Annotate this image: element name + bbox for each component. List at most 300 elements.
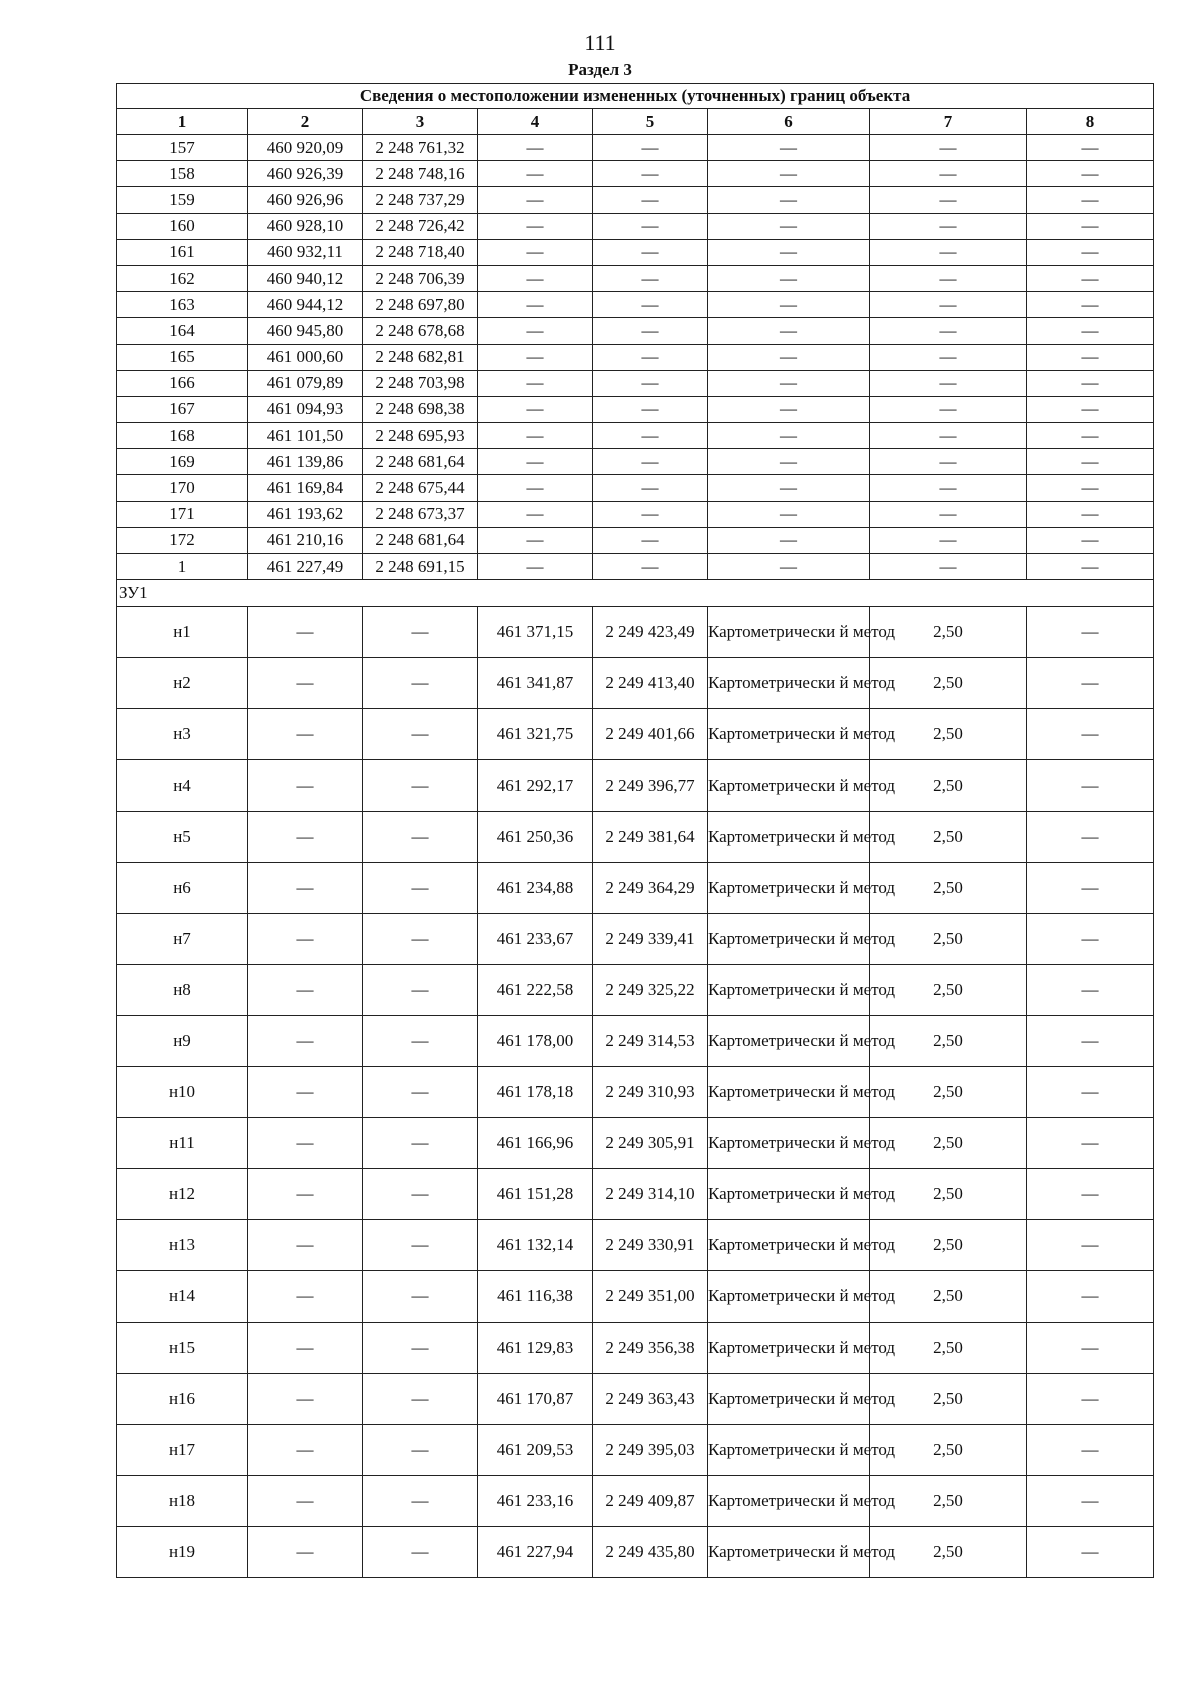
table-row [117, 554, 1154, 580]
table-cell: 461 000,60 [248, 344, 363, 370]
table-cell: — [708, 239, 870, 265]
table-cell: — [708, 396, 870, 422]
table-cell: 2 249 364,29 [593, 862, 708, 913]
table-cell: — [478, 554, 593, 580]
table-cell: — [478, 527, 593, 553]
table-row [117, 318, 1154, 344]
table-cell: — [478, 344, 593, 370]
table-cell: 2,50 [870, 1118, 1027, 1169]
table-cell: — [1027, 292, 1154, 318]
table-row [117, 396, 1154, 422]
table-cell: 2,50 [870, 1169, 1027, 1220]
table-cell: 461 094,93 [248, 396, 363, 422]
table-cell: 2 249 310,93 [593, 1067, 708, 1118]
table-row [117, 344, 1154, 370]
column-header: 7 [870, 109, 1027, 135]
table-cell: 461 129,83 [478, 1322, 593, 1373]
table-cell: — [248, 1373, 363, 1424]
table-cell: 2 248 703,98 [363, 370, 478, 396]
table-cell: — [708, 449, 870, 475]
table-cell: — [870, 292, 1027, 318]
table-cell: — [870, 318, 1027, 344]
table-cell: — [1027, 607, 1154, 658]
table-cell: — [363, 658, 478, 709]
table-cell: 2 248 678,68 [363, 318, 478, 344]
table-cell: — [1027, 1475, 1154, 1526]
table-cell: — [248, 760, 363, 811]
table-cell: — [1027, 396, 1154, 422]
table-cell: — [248, 1271, 363, 1322]
table-cell: — [1027, 1424, 1154, 1475]
table-cell: 168 [117, 423, 248, 449]
table-cell: 2,50 [870, 760, 1027, 811]
table-cell: — [248, 1067, 363, 1118]
table-cell: 461 101,50 [248, 423, 363, 449]
table-cell: — [593, 318, 708, 344]
table-cell: — [1027, 1067, 1154, 1118]
table-cell: — [1027, 213, 1154, 239]
table-cell: 461 234,88 [478, 862, 593, 913]
table-cell: — [708, 554, 870, 580]
method-cell: Картометрически й метод [708, 1373, 870, 1424]
table-cell: — [870, 396, 1027, 422]
table-cell: 2 248 682,81 [363, 344, 478, 370]
method-cell: Картометрически й метод [708, 709, 870, 760]
table-row [117, 265, 1154, 291]
table-cell: — [708, 187, 870, 213]
table-cell: — [478, 318, 593, 344]
table-cell: н16 [117, 1373, 248, 1424]
table-cell: — [363, 709, 478, 760]
table-cell: 461 079,89 [248, 370, 363, 396]
method-cell: Картометрически й метод [708, 607, 870, 658]
table-cell: — [363, 1220, 478, 1271]
table-cell: 2 249 409,87 [593, 1475, 708, 1526]
column-header: 8 [1027, 109, 1154, 135]
table-cell: — [708, 370, 870, 396]
table-cell: 461 222,58 [478, 964, 593, 1015]
table-row [117, 1526, 1154, 1577]
table-cell: 460 940,12 [248, 265, 363, 291]
table-cell: — [363, 1271, 478, 1322]
table-cell: — [1027, 862, 1154, 913]
table-cell: — [708, 292, 870, 318]
method-cell: Картометрически й метод [708, 1015, 870, 1066]
table-cell: — [593, 449, 708, 475]
table-cell: 2 248 761,32 [363, 135, 478, 161]
method-cell: Картометрически й метод [708, 811, 870, 862]
table-cell: 2,50 [870, 1475, 1027, 1526]
page-number: 111 [584, 30, 616, 55]
table-cell: — [1027, 760, 1154, 811]
table-cell: — [708, 423, 870, 449]
table-cell: — [870, 239, 1027, 265]
table-cell: 461 170,87 [478, 1373, 593, 1424]
table-row [117, 213, 1154, 239]
method-cell: Картометрически й метод [708, 1067, 870, 1118]
group-label: ЗУ1 [117, 580, 1154, 607]
table-cell: — [1027, 1322, 1154, 1373]
table-cell: — [1027, 265, 1154, 291]
method-cell: Картометрически й метод [708, 1322, 870, 1373]
table-row [117, 658, 1154, 709]
table-cell: — [248, 1424, 363, 1475]
table-cell: — [248, 658, 363, 709]
table-cell: — [1027, 811, 1154, 862]
table-cell: — [708, 475, 870, 501]
table-cell: 2 249 423,49 [593, 607, 708, 658]
column-header: 4 [478, 109, 593, 135]
table-cell: — [478, 161, 593, 187]
table-row [117, 811, 1154, 862]
table-cell: 2 249 351,00 [593, 1271, 708, 1322]
table-cell: — [593, 292, 708, 318]
table-cell: 2,50 [870, 1322, 1027, 1373]
table-cell: — [248, 709, 363, 760]
table-cell: н13 [117, 1220, 248, 1271]
table-cell: 167 [117, 396, 248, 422]
table-cell: 2,50 [870, 1067, 1027, 1118]
table-cell: — [593, 135, 708, 161]
table-cell: н7 [117, 913, 248, 964]
table-cell: — [248, 913, 363, 964]
table-row [117, 292, 1154, 318]
table-cell: 2,50 [870, 862, 1027, 913]
table-cell: — [593, 213, 708, 239]
table-cell: 2 248 697,80 [363, 292, 478, 318]
table-cell: — [593, 239, 708, 265]
column-header: 2 [248, 109, 363, 135]
table-cell: — [593, 370, 708, 396]
method-cell: Картометрически й метод [708, 862, 870, 913]
table-cell: 2,50 [870, 658, 1027, 709]
table-row [117, 913, 1154, 964]
table-cell: — [478, 396, 593, 422]
table-row [117, 760, 1154, 811]
table-cell: — [870, 501, 1027, 527]
column-header: 3 [363, 109, 478, 135]
table-title-row [117, 84, 1154, 109]
table-cell: 461 151,28 [478, 1169, 593, 1220]
table-cell: — [363, 1373, 478, 1424]
table-cell: — [363, 1475, 478, 1526]
table-cell: — [870, 554, 1027, 580]
table-cell: — [593, 527, 708, 553]
table-row [117, 1015, 1154, 1066]
table-cell: 2 248 681,64 [363, 527, 478, 553]
method-cell: Картометрически й метод [708, 1271, 870, 1322]
table-cell: — [478, 370, 593, 396]
table-cell: 2,50 [870, 607, 1027, 658]
boundary-coordinates-table [116, 83, 1154, 1578]
table-cell: — [870, 213, 1027, 239]
table-cell: н3 [117, 709, 248, 760]
method-cell: Картометрически й метод [708, 1220, 870, 1271]
method-cell: Картометрически й метод [708, 1526, 870, 1577]
table-cell: — [708, 213, 870, 239]
table-cell: н12 [117, 1169, 248, 1220]
table-cell: 2 248 673,37 [363, 501, 478, 527]
table-cell: 461 169,84 [248, 475, 363, 501]
table-cell: 2 249 413,40 [593, 658, 708, 709]
table-row [117, 449, 1154, 475]
table-cell: — [478, 135, 593, 161]
table-cell: н6 [117, 862, 248, 913]
table-row [117, 607, 1154, 658]
table-cell: н9 [117, 1015, 248, 1066]
table-cell: 2,50 [870, 964, 1027, 1015]
table-cell: н18 [117, 1475, 248, 1526]
table-cell: — [1027, 501, 1154, 527]
table-cell: — [363, 1322, 478, 1373]
table-cell: 460 932,11 [248, 239, 363, 265]
table-cell: — [870, 423, 1027, 449]
table-cell: — [1027, 370, 1154, 396]
table-cell: 460 928,10 [248, 213, 363, 239]
table-cell: — [248, 1220, 363, 1271]
table-cell: 461 321,75 [478, 709, 593, 760]
table-cell: — [363, 862, 478, 913]
table-cell: — [248, 1322, 363, 1373]
method-cell: Картометрически й метод [708, 658, 870, 709]
table-cell: — [363, 607, 478, 658]
table-cell: — [248, 1526, 363, 1577]
table-cell: 172 [117, 527, 248, 553]
table-cell: 460 920,09 [248, 135, 363, 161]
table-cell: — [478, 292, 593, 318]
table-cell: 164 [117, 318, 248, 344]
table-cell: — [248, 1169, 363, 1220]
table-cell: н1 [117, 607, 248, 658]
table-cell: — [593, 344, 708, 370]
table-cell: — [248, 607, 363, 658]
table-cell: — [1027, 1271, 1154, 1322]
table-cell: 169 [117, 449, 248, 475]
table-cell: — [593, 187, 708, 213]
table-cell: 461 250,36 [478, 811, 593, 862]
table-cell: — [1027, 709, 1154, 760]
table-cell: — [363, 964, 478, 1015]
table-cell: н11 [117, 1118, 248, 1169]
table-row [117, 161, 1154, 187]
table-row [117, 1271, 1154, 1322]
table-cell: — [708, 501, 870, 527]
section-title: Раздел 3 [568, 60, 632, 79]
table-cell: 461 178,00 [478, 1015, 593, 1066]
table-row [117, 187, 1154, 213]
table-cell: 2 248 695,93 [363, 423, 478, 449]
table-cell: — [248, 964, 363, 1015]
column-header: 5 [593, 109, 708, 135]
method-cell: Картометрически й метод [708, 1475, 870, 1526]
table-cell: — [870, 370, 1027, 396]
table-cell: 2 248 737,29 [363, 187, 478, 213]
table-row [117, 370, 1154, 396]
table-cell: — [1027, 913, 1154, 964]
table-cell: — [870, 449, 1027, 475]
table-cell: — [1027, 475, 1154, 501]
table-row [117, 1118, 1154, 1169]
table-cell: н14 [117, 1271, 248, 1322]
table-cell: 461 209,53 [478, 1424, 593, 1475]
table-cell: 2 248 748,16 [363, 161, 478, 187]
table-cell: 1 [117, 554, 248, 580]
table-cell: — [1027, 449, 1154, 475]
table-cell: — [363, 913, 478, 964]
method-cell: Картометрически й метод [708, 964, 870, 1015]
table-cell: 2 248 718,40 [363, 239, 478, 265]
table-cell: 2 249 363,43 [593, 1373, 708, 1424]
table-cell: 461 227,49 [248, 554, 363, 580]
table-cell: — [1027, 554, 1154, 580]
table-row [117, 862, 1154, 913]
table-cell: 2,50 [870, 811, 1027, 862]
table-cell: — [870, 135, 1027, 161]
table-row [117, 1067, 1154, 1118]
table-cell: 461 193,62 [248, 501, 363, 527]
table-cell: 460 926,96 [248, 187, 363, 213]
table-cell: — [593, 554, 708, 580]
table-cell: — [478, 475, 593, 501]
table-cell: 2,50 [870, 1271, 1027, 1322]
table-cell: н10 [117, 1067, 248, 1118]
table-cell: 461 139,86 [248, 449, 363, 475]
table-cell: 2,50 [870, 1220, 1027, 1271]
table-cell: — [363, 760, 478, 811]
table-cell: 2,50 [870, 1526, 1027, 1577]
table-cell: н8 [117, 964, 248, 1015]
table-row [117, 501, 1154, 527]
table-row [117, 1322, 1154, 1373]
table-cell: — [248, 1015, 363, 1066]
table-cell: 460 944,12 [248, 292, 363, 318]
table-cell: 171 [117, 501, 248, 527]
table-cell: 2 248 706,39 [363, 265, 478, 291]
table-title: Сведения о местоположении измененных (уточненных) границ объекта [117, 84, 1154, 109]
table-cell: — [1027, 658, 1154, 709]
table-cell: — [593, 501, 708, 527]
table-cell: — [1027, 187, 1154, 213]
table-cell: — [1027, 423, 1154, 449]
table-cell: 461 166,96 [478, 1118, 593, 1169]
table-cell: 2 249 356,38 [593, 1322, 708, 1373]
table-cell: — [870, 475, 1027, 501]
table-cell: н17 [117, 1424, 248, 1475]
table-cell: — [708, 527, 870, 553]
table-cell: — [363, 1015, 478, 1066]
table-cell: 461 210,16 [248, 527, 363, 553]
table-cell: — [478, 213, 593, 239]
table-cell: 2 248 726,42 [363, 213, 478, 239]
table-cell: 461 178,18 [478, 1067, 593, 1118]
table-row [117, 964, 1154, 1015]
table-cell: — [363, 1526, 478, 1577]
table-cell: 2,50 [870, 1015, 1027, 1066]
table-cell: н4 [117, 760, 248, 811]
table-cell: 2 248 681,64 [363, 449, 478, 475]
table-cell: — [1027, 1015, 1154, 1066]
table-cell: — [870, 187, 1027, 213]
method-cell: Картометрически й метод [708, 1118, 870, 1169]
table-cell: 160 [117, 213, 248, 239]
table-row [117, 1424, 1154, 1475]
table-cell: 2 248 698,38 [363, 396, 478, 422]
table-cell: 461 116,38 [478, 1271, 593, 1322]
table-cell: — [363, 1118, 478, 1169]
table-row [117, 1373, 1154, 1424]
table-cell: 2 249 381,64 [593, 811, 708, 862]
table-cell: 166 [117, 370, 248, 396]
table-cell: 2 249 435,80 [593, 1526, 708, 1577]
table-cell: 2,50 [870, 913, 1027, 964]
table-cell: н5 [117, 811, 248, 862]
table-row [117, 709, 1154, 760]
table-cell: 157 [117, 135, 248, 161]
table-cell: — [248, 862, 363, 913]
table-row [117, 475, 1154, 501]
table-cell: 165 [117, 344, 248, 370]
table-cell: 2 249 401,66 [593, 709, 708, 760]
table-cell: — [478, 239, 593, 265]
table-cell: — [870, 527, 1027, 553]
table-cell: — [248, 811, 363, 862]
table-cell: — [1027, 135, 1154, 161]
table-cell: — [1027, 344, 1154, 370]
table-cell: 2 248 691,15 [363, 554, 478, 580]
table-row [117, 527, 1154, 553]
table-cell: — [1027, 161, 1154, 187]
table-cell: 461 233,67 [478, 913, 593, 964]
table-cell: — [708, 318, 870, 344]
table-cell: 461 132,14 [478, 1220, 593, 1271]
table-cell: — [478, 501, 593, 527]
table-cell: — [593, 423, 708, 449]
table-cell: 170 [117, 475, 248, 501]
table-cell: н2 [117, 658, 248, 709]
table-cell: 158 [117, 161, 248, 187]
table-row [117, 135, 1154, 161]
table-cell: 2 249 314,53 [593, 1015, 708, 1066]
table-row [117, 239, 1154, 265]
table-cell: — [248, 1118, 363, 1169]
table-cell: 461 371,15 [478, 607, 593, 658]
table-cell: — [870, 344, 1027, 370]
table-row [117, 1475, 1154, 1526]
table-cell: 461 227,94 [478, 1526, 593, 1577]
table-cell: 460 926,39 [248, 161, 363, 187]
table-cell: — [708, 161, 870, 187]
table-cell: — [708, 135, 870, 161]
table-cell: 2 249 395,03 [593, 1424, 708, 1475]
table-cell: — [870, 161, 1027, 187]
table-cell: — [478, 449, 593, 475]
table-cell: 2 249 314,10 [593, 1169, 708, 1220]
table-row [117, 1169, 1154, 1220]
table-cell: н15 [117, 1322, 248, 1373]
table-cell: н19 [117, 1526, 248, 1577]
table-cell: — [478, 423, 593, 449]
table-cell: 461 292,17 [478, 760, 593, 811]
table-cell: 2 249 330,91 [593, 1220, 708, 1271]
table-cell: — [708, 344, 870, 370]
table-cell: 2 248 675,44 [363, 475, 478, 501]
table-cell: 2,50 [870, 1424, 1027, 1475]
table-cell: — [870, 265, 1027, 291]
method-cell: Картометрически й метод [708, 760, 870, 811]
table-cell: — [593, 475, 708, 501]
table-cell: 461 341,87 [478, 658, 593, 709]
table-cell: 161 [117, 239, 248, 265]
